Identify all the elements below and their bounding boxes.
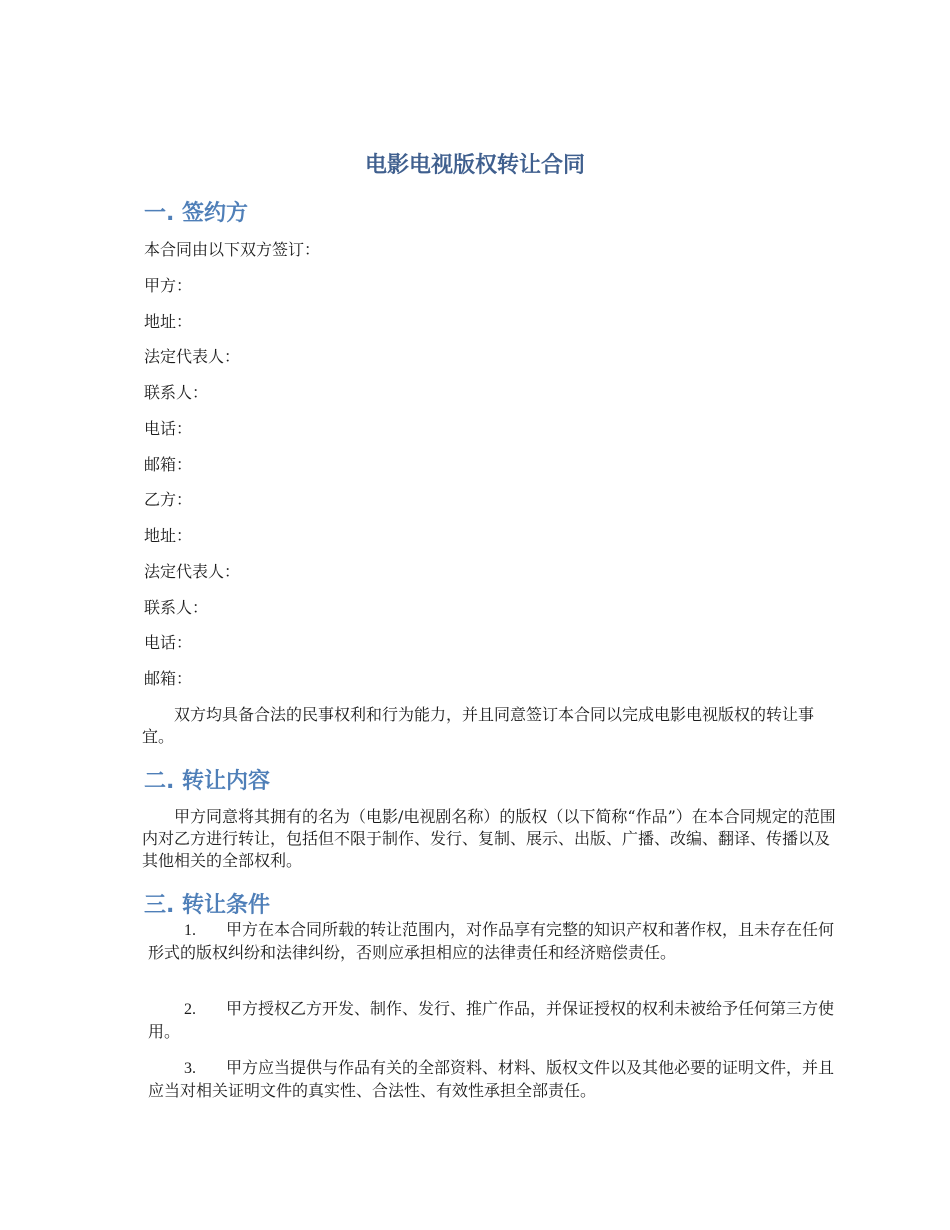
list-item-text: 甲方授权乙方开发、制作、发行、推广作品，并保证授权的权利未被给予任何第三方使用。: [148, 999, 835, 1041]
transfer-content-paragraph: 甲方同意将其拥有的名为（电影/电视剧名称）的版权（以下简称“作品”）在本合同规定的范围内对乙方进行转让，包括但不限于制作、发行、复制、展示、出版、广播、改编、翻译、传播以及其他相关的全部权利。: [142, 807, 836, 870]
list-item: [148, 998, 840, 1043]
party-b-email: 邮箱：: [144, 669, 193, 688]
parties-closing-paragraph: 双方均具备合法的民事权利和行为能力，并且同意签订本合同以完成电影电视版权的转让事宜。: [142, 705, 815, 746]
party-b-address: 地址：: [144, 526, 193, 545]
party-b-phone: 电话：: [144, 633, 193, 652]
list-item: [148, 1057, 840, 1102]
party-b-contact: 联系人：: [144, 598, 209, 617]
party-a-address: 地址：: [144, 312, 193, 331]
section-heading-transfer-content: 二. 转让内容: [144, 769, 271, 794]
party-a-contact: 联系人：: [144, 383, 209, 402]
list-item-number: 3.: [184, 1060, 196, 1077]
list-item-number: 2.: [184, 1001, 196, 1018]
party-a-legal-rep: 法定代表人：: [144, 347, 241, 366]
party-a-email: 邮箱：: [144, 455, 193, 474]
list-item-text: 甲方在本合同所载的转让范围内，对作品享有完整的知识产权和著作权，且未存在任何形式的版权纠纷和法律纠纷，否则应承担相应的法律责任和经济赔偿责任。: [148, 920, 835, 962]
section-heading-transfer-conditions: 三. 转让条件: [144, 893, 271, 918]
document-title: 电影电视版权转让合同: [364, 153, 585, 178]
party-b-legal-rep: 法定代表人：: [144, 562, 241, 581]
section-heading-parties: 一. 签约方: [144, 201, 249, 226]
list-item-number: 1.: [184, 922, 196, 939]
party-a-label: 甲方：: [144, 276, 193, 295]
list-item: [148, 919, 840, 964]
list-item-text: 甲方应当提供与作品有关的全部资料、材料、版权文件以及其他必要的证明文件，并且应当对相关证明文件的真实性、合法性、有效性承担全部责任。: [148, 1058, 835, 1100]
party-a-phone: 电话：: [144, 419, 193, 438]
party-b-label: 乙方：: [144, 490, 193, 509]
parties-intro: 本合同由以下双方签订：: [144, 240, 321, 259]
